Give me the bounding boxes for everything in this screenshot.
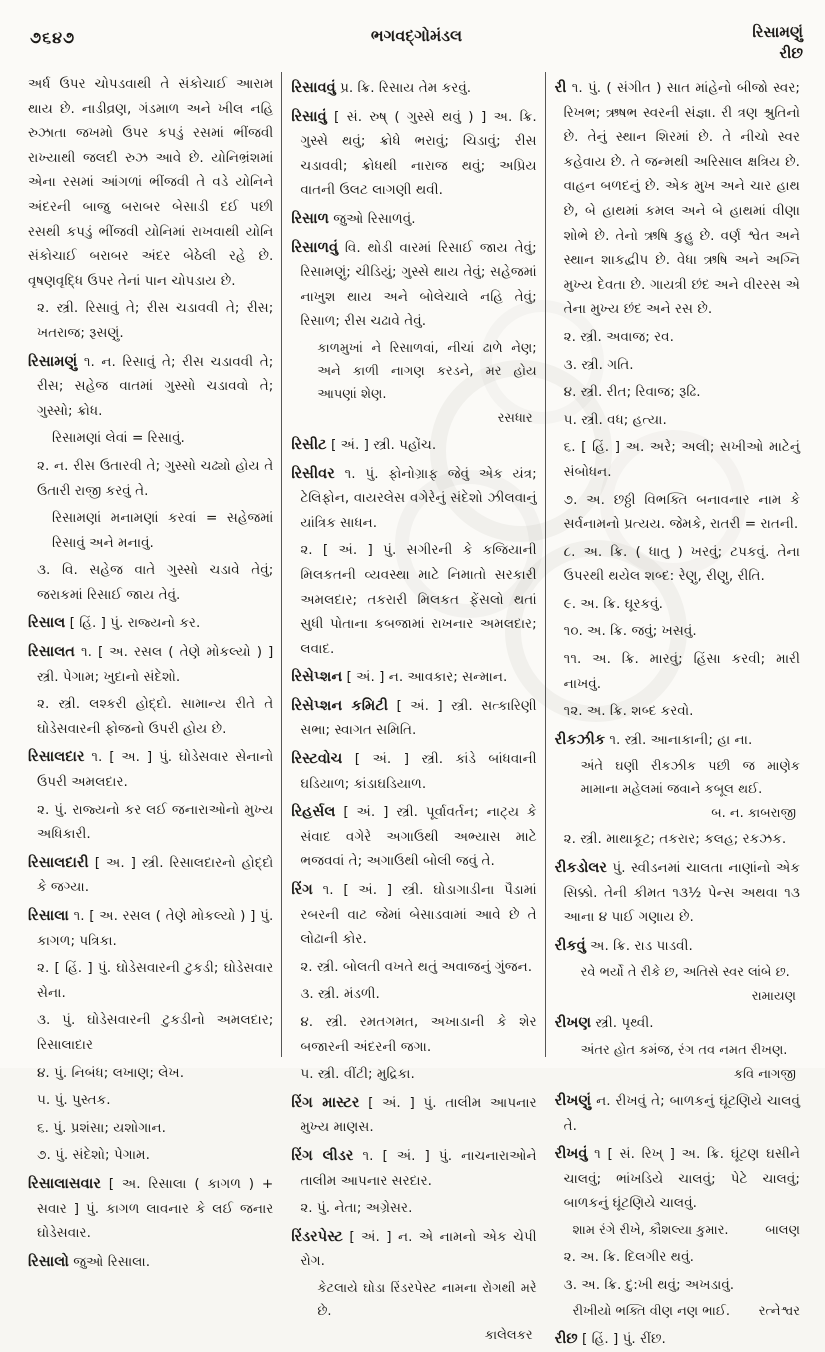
dict-paragraph: ૨. [ અં. ] પું. સગીરની કે કજિયાની મિલકતની વ્યવસ્થા માટે નિમાતો સરકારી અમલદાર; તકરારી મિલકત ફેંસલો થતાં સુધી પોતાના કબજામાં રાખનાર અમલદાર; લવાદ. [300, 542, 537, 657]
dict-entry: રિહર્સલ [ અં. ] સ્ત્રી. પૂર્વાવર્તન; નાટ્ય કે સંવાદ વગેરે અગાઉથી અભ્યાસ માટે ભજવવાં તે; અગાઉથી બોલી જવું તે. [291, 803, 537, 870]
dict-paragraph: ૨. સ્ત્રી. બોલતી વખતે થતું અવાજનું ગુંજન. [300, 958, 533, 975]
dict-entry: રીખણ સ્ત્રી. પૃથ્વી. [554, 1014, 654, 1032]
headword: રિંગ લીડર [291, 1146, 354, 1164]
guide-word-first: રિસામણું [752, 23, 803, 41]
dict-paragraph [573, 1219, 800, 1242]
dict-paragraph: ૨. અ. ક્રિ. દિલગીર થવું. [563, 1248, 694, 1265]
headword: રિસીટ [291, 435, 327, 453]
column-1 [28, 72, 281, 1270]
dict-entry: રિસેપ્શન [ અં. ] ન. આવકાર; સન્માન. [291, 668, 508, 686]
dict-paragraph: ૬. પું. પ્રશંસા; યશોગાન. [37, 1119, 166, 1136]
dict-paragraph: ૫. સ્ત્રી. વધ; હત્યા. [563, 411, 667, 428]
dict-entry: રીકઝીક ૧. સ્ત્રી. આનાકાની; હા ના. [554, 730, 753, 748]
dict-paragraph: ૪. પું. નિબંધ; લખાણ; લેખ. [37, 1064, 185, 1081]
headword: રિંગ માસ્ટર [291, 1093, 360, 1111]
dict-paragraph: કેટલાયે ઘોડા રિંડરપેસ્ટ નામના રોગથી મરે છે. [317, 1280, 537, 1319]
dict-paragraph: ૨. પું. નેતા; અગ્રેસર. [300, 1200, 413, 1217]
headword: રિસાલો [28, 1252, 69, 1270]
dict-paragraph: ૨. [ હિં. ] પું. ઘોડેસવારની ટુકડી; ઘોડેસવાર સેના. [37, 960, 274, 1001]
headword: રિંડરપેસ્ટ [291, 1227, 343, 1245]
headword: રિસાળવું [291, 238, 339, 256]
dict-paragraph: ૩. વિ. સહેજ વાતે ગુસ્સો ચડાવે તેવું; જરાકમાં રિસાઈ જાય તેવું. [37, 562, 274, 603]
dict-paragraph: અર્ધ ઉપર ચોપડવાથી તે સંકોચાઈ આરામ થાય છે. નાડીવ્રણ, ગંડમાળ અને ખીલ નહિ રુઝાતા જખમો ઉપર કપડું રસમાં ભીંજવી રાખ્યાથી જલદી રુઝ આવે છે. યોનિભ્રંશમાં એના રસમાં આંગળાં ભીંજવી તે વડે યોનિને અંદરની બાજુ બરાબર બેસાડી દઈ પછી રસથી કપડું ભીંજવી યોનિમાં રાખવાથી યોનિ સંકોચાઈ બરાબર અંદર બેઠેલી રહે છે. વૃષણવૃદ્ધિ ઉપર તેનાં પાન ચોપડાય છે. [28, 76, 274, 289]
dict-entry: રિસાલત ૧. [ અ. રસલ ( તેણે મોકલ્યો ) ] સ્ત્રી. પેગામ; ખુદાનો સંદેશો. [28, 643, 274, 685]
dict-entry: રીકડોલર પું. સ્વીડનમાં ચાલતા નાણાંનો એક સિક્કો. તેની કીમત ૧૩½ પેન્સ અથવા ૧૩ આના ૪ પાઈ ગણાય છે. [554, 859, 800, 926]
headword: રિસ્ટવોચ [291, 750, 343, 768]
headword: રિસેપ્શન કમિટી [291, 696, 388, 714]
dict-paragraph: બ. ન. કાબરાજી [711, 806, 796, 822]
headword: રિહર્સલ [291, 803, 336, 821]
dict-entry: રિંડરપેસ્ટ [ અં. ] ન. એ નામનો એક ચેપી રોગ. [291, 1227, 537, 1270]
dict-paragraph: ૫. સ્ત્રી. વીંટી; મુદ્રિકા. [300, 1066, 415, 1083]
headword: રિસાલા [28, 907, 69, 924]
headword: રિસાલ [28, 614, 66, 632]
dict-paragraph: ૭. અ. છઠ્ઠી વિભક્તિ બનાવનાર નામ કે સર્વનામનો પ્રત્યય. જેમકે, રાતરી = રાતની. [563, 491, 800, 533]
dict-paragraph: ૩. અ. ક્રિ. દુ:ખી થવું; અખડાવું. [563, 1276, 735, 1293]
headword: રિસાલદારી [28, 853, 89, 871]
headword: રિસાળ [291, 209, 329, 227]
headword: રીખવું [554, 1145, 588, 1163]
headword: રી [554, 79, 567, 96]
dict-entry: રિસાળવું વિ. થોડી વારમાં રિસાઈ જાય તેવું; રિસામણું; ચીડિયું; ગુસ્સે થાય તેવું; સહેજમાં નાખુશ થાય અને બોલેચાલે નહિ તેવું; રિસાળ; રીસ ચઢાવે તેવું. [291, 238, 537, 330]
dict-paragraph [573, 1300, 800, 1323]
page-header [30, 22, 803, 68]
headword: રીકઝીક [554, 730, 606, 748]
dict-paragraph: ૮. અ. ક્રિ. ( ધાતુ ) ખરવું; ટપકવું. તેના ઉપરથી થયેલ શબ્દ: રેણુ, રીણુ, રીતિ. [563, 543, 800, 585]
dict-paragraph: કવિ નાગજી [733, 1067, 796, 1082]
dict-paragraph: કાલેલકર [484, 1327, 533, 1343]
dict-entry: રિસામણું ૧. ન. રિસાવું તે; રીસ ચડાવવી તે; રીસ; સહેજ વાતમાં ગુસ્સો ચડાવવો તે; ગુસ્સો; ક્રોધ. [28, 352, 274, 419]
dict-entry: રિંગ લીડર ૧. [ અં. ] પું. નાચનારાઓને તાલીમ આપનાર સરદાર. [291, 1146, 537, 1189]
dict-entry: રિસીવર ૧. પું. ફોનોગ્રાફ જેવું એક યંત્ર; ટેલિફોન, વાયરલેસ વગેરેનું સંદેશો ઝીલવાનું યાંત્રિક સાધન. [291, 464, 537, 531]
headword: રીકડોલર [554, 859, 607, 877]
dict-paragraph: અંતે ઘણી રીકઝીક પછી જ માણેક મામાના મહેલમાં જવાને કબૂલ થઈ. [580, 759, 800, 798]
dict-paragraph: ૯. અ. ક્રિ. ઘૂરકવું. [563, 595, 663, 612]
dict-paragraph: ૧૨. અ. ક્રિ. શબ્દ કરવો. [563, 703, 694, 720]
dict-entry: રીખણું ન. રીખવું તે; બાળકનું ઘૂંટણિયે ચાલવું તે. [554, 1092, 800, 1134]
dict-paragraph: ૨. સ્ત્રી. લશ્કરી હોદ્દો. સામાન્ય રીતે તે ઘોડેસવારની ફોજનો ઉપરી હોય છે. [37, 696, 274, 737]
page-number: ૭૬૪૭ [30, 28, 76, 47]
dict-paragraph: રામાયણ [751, 989, 796, 1005]
dict-paragraph: ૫. પું. પુસ્તક. [37, 1092, 111, 1109]
headword: રિસાલત [28, 643, 75, 661]
dict-paragraph: અંતર હોત કમંજ, રંગ તવ નમત રીખણ. [580, 1043, 788, 1058]
dict-entry: રિસાલદારી [ અ. ] સ્ત્રી. રિસાલદારનો હોદ્દો કે જગ્યા. [28, 853, 274, 896]
quote-attribution: બાલણ [765, 1222, 800, 1238]
dict-paragraph: ૪. સ્ત્રી. રમતગમત, અખાડાની કે શેર બજારની અંદરની જગા. [300, 1014, 537, 1055]
headword: રીખણું [554, 1092, 592, 1109]
headword: રિસાવવું [291, 79, 336, 96]
headword: રિસાવું [291, 107, 327, 125]
headword: રિસેપ્શન [291, 668, 343, 686]
headword: રિસાલાસવાર [28, 1174, 101, 1192]
dict-entry: રિસાલદાર ૧. [ અ. ] પું. ઘોડેસવાર સેનાનો ઉપરી અમલદાર. [28, 748, 274, 791]
headword: રીછ [554, 1330, 578, 1348]
dict-paragraph: ૧૦. અ. ક્રિ. જવું; ખસવું. [563, 623, 697, 640]
dict-entry: રિસાલાસવાર [ અ. રિસાલા ( કાગળ ) + સવાર ] પું. કાગળ લાવનાર કે લઈ જનાર ઘોડેસવાર. [28, 1174, 274, 1242]
dict-paragraph: કાળમુખાં ને રિસાળવાં, નીચાં ઢાળે નેણ; અને કાળી નાગણ કરડને, મર હોય આપણાં શેણ. [317, 340, 537, 402]
dict-paragraph: ૨. ન. રીસ ઉતારવી તે; ગુસ્સો ચઢ્યો હોય તે ઉતારી રાજી કરવું તે. [37, 457, 274, 499]
dict-paragraph: ૨. સ્ત્રી. અવાજ; રવ. [563, 328, 674, 345]
book-title: ભગવદ્ગોમંડલ [370, 26, 463, 45]
dict-paragraph: રસધાર [497, 410, 533, 426]
dict-paragraph: ૩. સ્ત્રી. ગતિ. [563, 356, 634, 373]
dict-entry: રિસેપ્શન કમિટી [ અં. ] સ્ત્રી. સત્કારિણી સભા; સ્વાગત સમિતિ. [291, 696, 537, 739]
dict-paragraph: ૬. [ હિં. ] અ. અરે; અલી; સખીઓ માટેનું સંબોધન. [563, 439, 800, 480]
dict-paragraph: રિસામણાં મનામણાં કરવાં = સહેજમાં રિસાવું અને મનાવું. [52, 510, 274, 551]
dict-paragraph: ૨. પું. રાજ્યનો કર લઈ જનારાઓનો મુખ્ય અધિકારી. [37, 801, 274, 843]
dict-entry: રિસીટ [ અં. ] સ્ત્રી. પહોંચ. [291, 435, 437, 453]
dict-paragraph: ૨. સ્ત્રી. માથાકૂટ; તકરાર; કલહ; રકઝક. [563, 831, 787, 848]
headword: રિસાલદાર [28, 748, 85, 766]
column-3 [545, 72, 800, 1348]
dict-paragraph: ૭. પું. સંદેશો; પેગામ. [37, 1147, 150, 1164]
dict-entry: રિસાલ [ હિં. ] પું. રાજ્યનો કર. [28, 614, 201, 632]
dict-paragraph: રિસામણાં લેવાં = રિસાવું. [52, 430, 185, 447]
dict-entry: રિસાલો જુઓ રિસાલા. [28, 1252, 151, 1270]
guide-words [752, 22, 803, 64]
dict-paragraph: ૩. પું. ઘોડેસવારની ટુકડીનો અમલદાર; રિસાલાદાર [37, 1012, 274, 1053]
quote-text: શામ રંગે રીખે, કૌશલ્યા કુમાર. [572, 1222, 729, 1238]
dict-entry: રીખવું ૧ [ સં. રિખ્ ] અ. ક્રિ. ઘૂંટણ ઘસીને ચાલવું; ભાંખડિયે ચાલવું; પેટે ચાલવું; બાળકનું ઘૂંટણિયે ચાલવું. [554, 1145, 800, 1212]
headword: રીખણ [554, 1014, 592, 1032]
column-2 [281, 72, 544, 1343]
dict-paragraph: ૨. સ્ત્રી. રિસાવું તે; રીસ ચડાવવી તે; રીસ; ખતરાજ; રૂસણું. [37, 300, 274, 341]
dict-paragraph: રવે ભર્યો તે રીકે છ, અતિસે સ્વર લાંબે છ. [580, 965, 790, 981]
headword: રિંગ [291, 881, 313, 899]
dict-entry: રિસ્ટવોચ [ અં. ] સ્ત્રી. કાંડે બાંધવાની ઘડિયાળ; કાંડાઘડિયાળ. [291, 750, 537, 792]
dict-entry: રી ૧. પું. ( સંગીત ) સાત માંહેનો બીજો સ્વર; રિખભ; ઋષભ સ્વરની સંજ્ઞા. રી ત્રણ શ્રુતિનો છે. તેનું સ્થાન શિરમાં છે. તે નીચો સ્વર કહેવાય છે. તે જન્મથી અરિસાલ ક્ષત્રિય છે. વાહન બળદનું છે. એક મુખ અને ચાર હાથ છે, બે હાથમાં કમલ અને બે હાથમાં વીણા શોભે છે. તેનો ઋષિ કુહુ છે. વર્ણ શ્વેત અને સ્થાન શાકદ્વીપ છે. વેધા ઋષિ અને અગ્નિ મુખ્ય દેવતા છે. ગાયત્રી છંદ અને વીરરસ એ તેના મુખ્ય છંદ અને રસ છે. [554, 79, 800, 318]
dict-entry: રિસાલા ૧. [ અ. રસલ ( તેણે મોકલ્યો ) ] પું. કાગળ; પત્રિકા. [28, 907, 274, 949]
dict-entry: રિસાળ જુઓ રિસાળવું. [291, 209, 416, 227]
dict-paragraph: ૩. સ્ત્રી. મંડળી. [300, 986, 380, 1003]
dict-paragraph: ૧૧. અ. ક્રિ. મારવું; હિંસા કરવી; મારી નાખવું. [563, 651, 800, 692]
dict-entry: રિસાવું [ સં. રુષ્ ( ગુસ્સે થવું ) ] અ. ક્રિ. ગુસ્સે થવું; ક્રોધે ભરાવું; ચિડાવું; રીસ ચડાવવી; ક્રોધથી નારાજ થવું; અપ્રિય વાતની ઉલટ લાગણી થવી. [291, 107, 537, 199]
dict-paragraph: ૪. સ્ત્રી. રીત; રિવાજ; રૂઢિ. [563, 384, 701, 401]
quote-attribution: રત્નેશ્વર [758, 1304, 800, 1320]
dict-entry: રિંગ ૧. [ અં. ] સ્ત્રી. ઘોડાગાડીના પૈડામાં રબરની વાટ જેમાં બેસાડવામાં આવે છે તે લોઢાની કોર. [291, 881, 537, 948]
dict-entry: રિંગ માસ્ટર [ અં. ] પું. તાલીમ આપનાર મુખ્ય માણસ. [291, 1093, 537, 1136]
dict-entry: રિસાવવું પ્ર. ક્રિ. રિસાય તેમ કરવું. [291, 79, 472, 96]
headword: રિસીવર [291, 464, 335, 482]
dict-entry: રીકવું અ. ક્રિ. રાડ પાડવી. [554, 936, 693, 954]
headword: રિસામણું [28, 352, 78, 370]
headword: રીકવું [554, 936, 586, 954]
dictionary-columns [28, 72, 800, 1348]
guide-word-last: રીછ [779, 44, 803, 62]
quote-text: રીખીયો ભક્તિ વીણ નણ ભાઈ. [572, 1304, 730, 1320]
dict-entry: રીછ [ હિં. ] પું. રીંછ. [554, 1330, 666, 1348]
